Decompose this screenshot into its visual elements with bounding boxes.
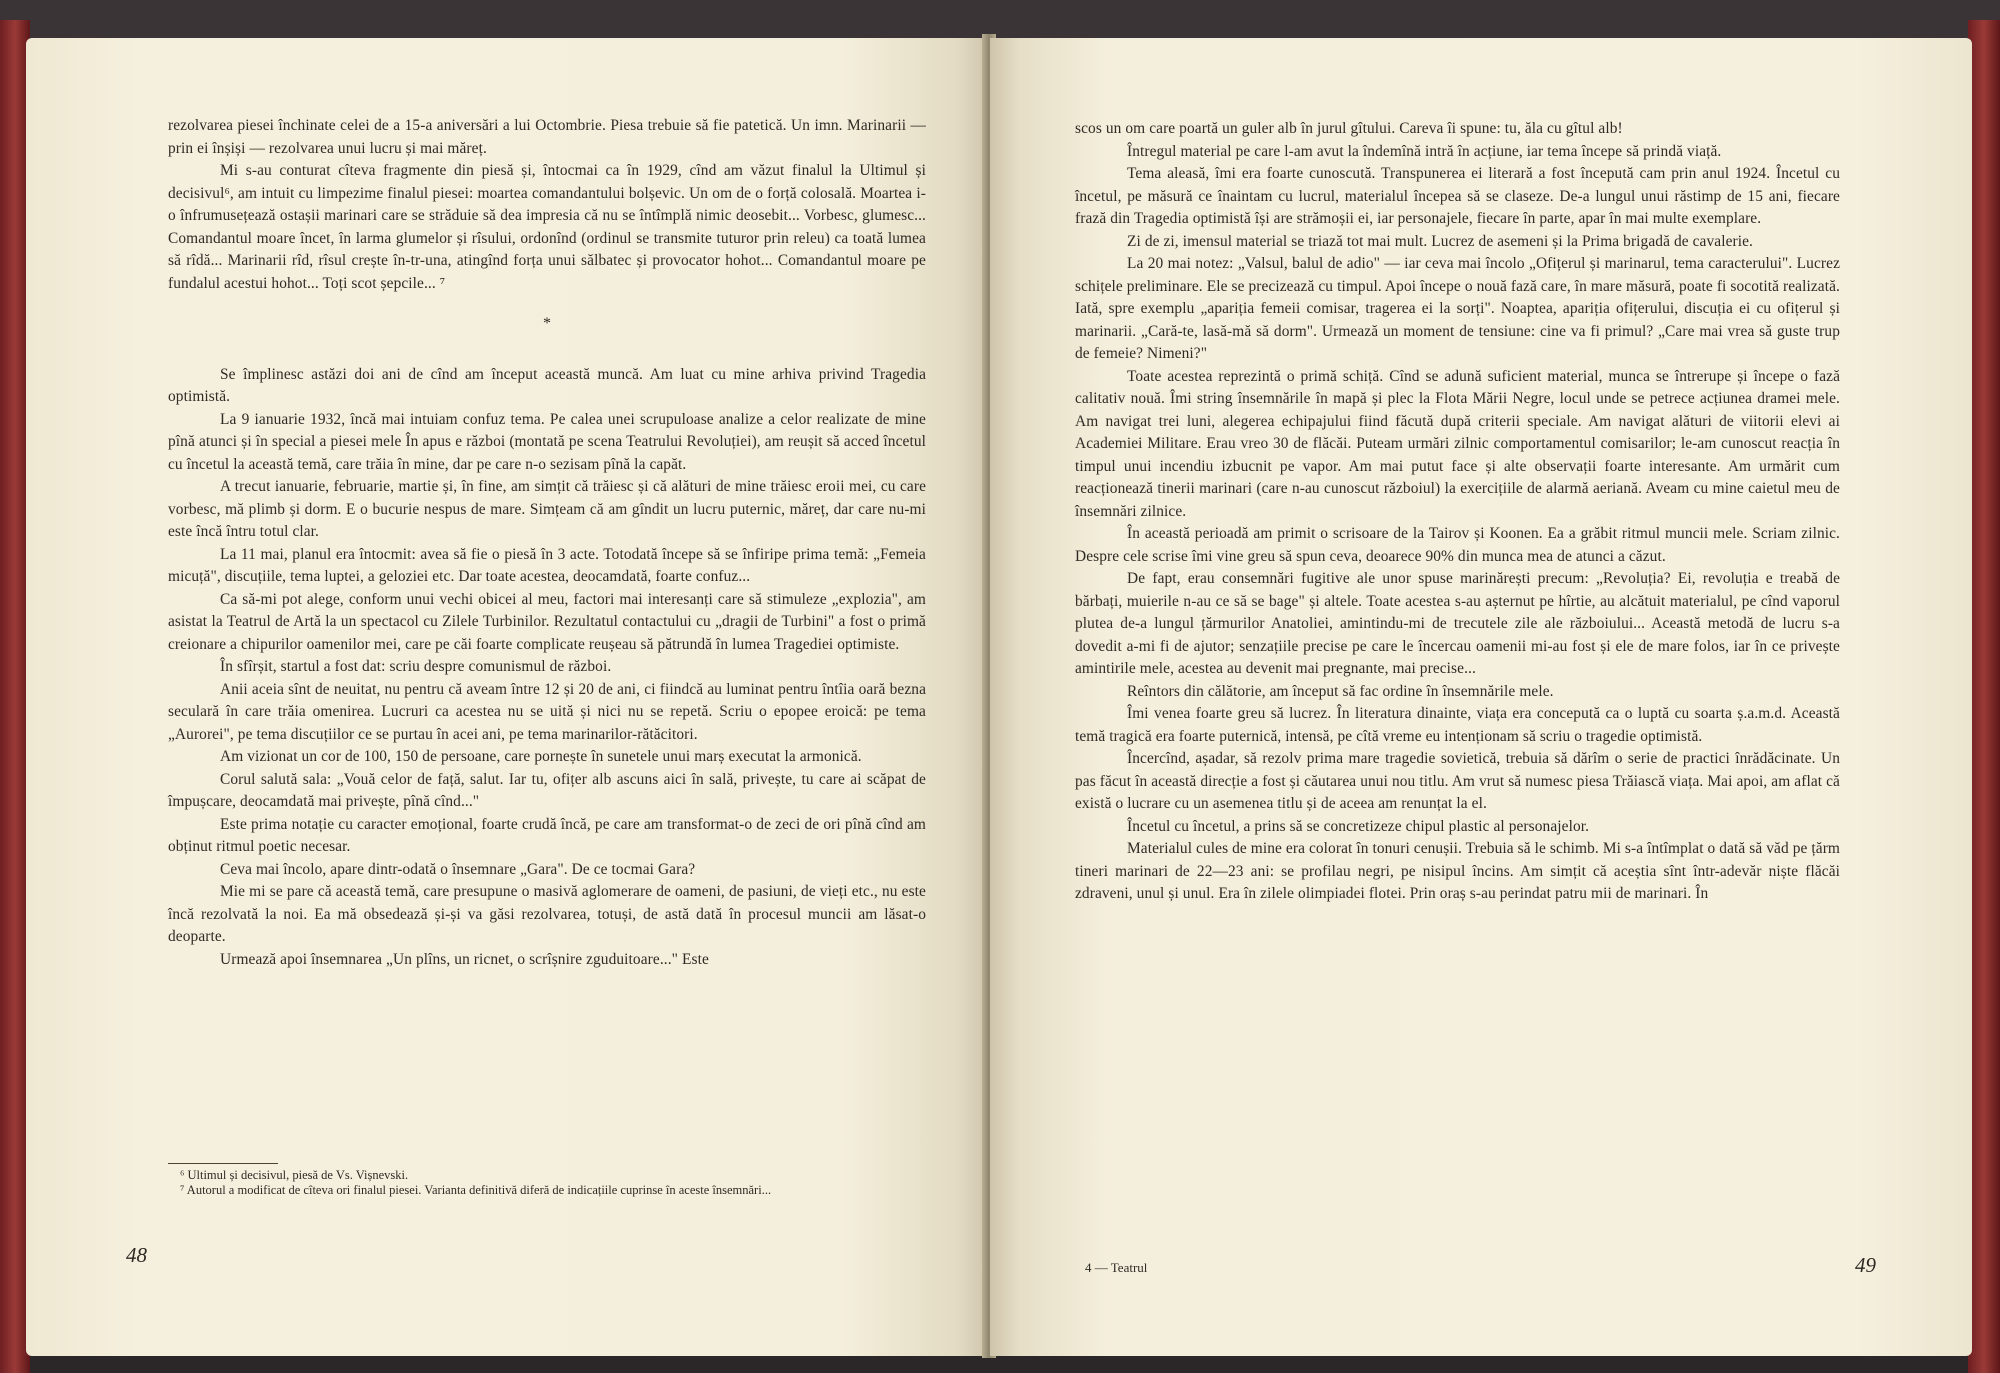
paragraph: La 20 mai notez: „Valsul, balul de adio" — iar ceva mai încolo „Ofițerul și marinarul, tema caracterului". Lucrez schițele preliminare. Ele se precizează cu timpul. Apoi începe o nouă fază care, în mare măsură, poate fi socotită realizată. Iată, spre exemplu „apariția femeii comisar, tragerea ei la sorți". Noaptea, apariția ofițerului, discuția ei cu ofițerul și marinarii. „Cară-te, lasă-mă să dorm". Urmează un moment de tensiune: cine va fi primul? „Care mai vrea să guste trup de femeie? Nimeni?": [1075, 255, 1840, 362]
page-number-left: 48: [126, 1243, 147, 1267]
paragraph: Întregul material pe care l-am avut la îndemînă intră în acțiune, iar tema începe să prindă viață.: [1127, 142, 1722, 160]
paragraph: Încercînd, așadar, să rezolv prima mare tragedie sovietică, trebuia să dărîm o serie de practici înrădăcinate. Un pas făcut în această direcție a fost și căutarea unui nou titlu. Am vrut să numesc piesa Trăiască viața. Mai apoi, am aflat că există o lucrare cu un asemenea titlu și de aceea am renunțat la el.: [1075, 750, 1840, 812]
paragraph: Anii aceia sînt de neuitat, nu pentru că aveam între 12 și 20 de ani, ci fiindcă au luminat pentru întîia oară bezna seculară în care trăia omenirea. Lucruri ca acestea nu se uită și nici nu se repetă. Scriu o epopee eroică: pe tema „Aurorei", pe tema discuțiilor ce se purtau în acei ani, pe tema marinarilor-rătăcitori.: [168, 680, 926, 743]
paragraph: Urmează apoi însemnarea „Un plîns, un ricnet, o scrîșnire zguduitoare..." Este: [220, 950, 709, 968]
paragraph: Tema aleasă, îmi era foarte cunoscută. Transpunerea ei literară a fost începută cam prin anul 1924. Încetul cu încetul, pe măsură ce înaintam cu lucrul, materialul începea să se claseze. De-a lungul unui răstimp de 15 ani, fiecare frază din Tragedia optimistă își are strămoșii ei, iar personajele, fiecare în parte, apar în mai multe exemplare.: [1075, 165, 1840, 227]
paragraph: Mie mi se pare că această temă, care presupune o masivă aglomerare de oameni, de pasiuni, de vieți etc., nu este încă rezolvată la noi. Ea mă obsedează și-și va găsi rezolvarea, totuși, de astă dată în procesul muncii am lăsat-o deoparte.: [168, 883, 926, 945]
paragraph: Se împlinesc astăzi doi ani de cînd am început această muncă. Am luat cu mine arhiva privind Tragedia optimistă.: [168, 365, 926, 405]
left-page: [26, 38, 986, 1356]
right-cover-edge: [1968, 20, 2000, 1373]
paragraph: rezolvarea piesei închinate celei de a 15-a aniversări a lui Octombrie. Piesa trebuie să fie patetică. Un imn. Marinarii — prin ei înșiși — rezolvarea unui lucru și mai măreț.: [168, 117, 926, 157]
footnotes: [168, 1168, 926, 1198]
paragraph: Ca să-mi pot alege, conform unui vechi obicei al meu, factori mai interesanți care să stimuleze „explozia", am asistat la Teatrul de Artă la un spectacol cu Zilele Turbinilor. Rezultatul contactului cu „dragii de Turbini" a fost o primă creionare a chipurilor oamenilor mei, care pe căi foarte complicate reușeau să pătrundă în lumea Tragediei optimiste.: [168, 590, 926, 653]
left-page-text: [168, 115, 926, 971]
footnote: ⁶ Ultimul și decisivul, piesă de Vs. Vișnevski.: [180, 1168, 409, 1182]
paragraph: scos un om care poartă un guler alb în jurul gîtului. Careva îi spune: tu, ăla cu gîtul alb!: [1075, 120, 1623, 137]
right-page: [990, 38, 1972, 1356]
footnote-rule: [168, 1163, 278, 1164]
section-separator: *: [542, 315, 552, 332]
paragraph: La 11 mai, planul era întocmit: avea să fie o piesă în 3 acte. Totodată începe să se înfiripe prima temă: „Femeia micuță", discuțiile, tema luptei, a geloziei etc. Dar toate acestea, deocamdată, foarte confuz...: [168, 545, 926, 585]
paragraph: Am vizionat un cor de 100, 150 de persoane, care pornește în sunetele unui marș executat la armonică.: [220, 748, 862, 765]
paragraph: Ceva mai încolo, apare dintr-odată o însemnare „Gara". De ce tocmai Gara?: [220, 860, 696, 878]
paragraph: Încetul cu încetul, a prins să se concretizeze chipul plastic al personajelor.: [1127, 817, 1590, 835]
paragraph: Materialul cules de mine era colorat în tonuri cenușii. Trebuia să le schimb. Mi s-a întîmplat o dată să văd pe țărm tineri marinari de 22—23 ani: se profilau negri, pe nisipul încins. Am simțit că aceștia sînt într-adevăr niște flăcăi zdraveni, unul și unul. Era în zilele olimpiadei flotei. Prin oraș s-au perindat patru mii de marinari. În: [1075, 840, 1840, 902]
right-page-text: [1075, 118, 1840, 906]
paragraph: A trecut ianuarie, februarie, martie și, în fine, am simțit că trăiesc și că alături de mine trăiesc eroii mei, cu care vorbesc, mă plimb și dorm. E o bucurie nespus de mare. Simțeam că am gîndit un lucru puternic, măreț, dar care nu-mi este încă întru totul clar.: [168, 478, 926, 540]
paragraph: De fapt, erau consemnări fugitive ale unor spuse marinărești precum: „Revoluția? Ei, revoluția e treabă de bărbați, muierile n-au ce să se bage" și altele. Toate acestea s-au așternut pe hîrtie, au alcătuit materialul, pe cînd vaporul plutea de-a lungul țărmurilor Anatoliei, amintindu-mi de trecutele zile ale războiului... Această metodă de lucru s-a dovedit a-mi fi de ajutor; senzațiile precise pe care le încercau oamenii mi-au fost și ele de mare folos, iar în ce privește amintirile mele, acestea au devenit mai pregnante, mai precise...: [1075, 570, 1840, 677]
left-bottom-section: [168, 364, 926, 972]
paragraph: În sfîrșit, startul a fost dat: scriu despre comunismul de război.: [220, 658, 612, 675]
paragraph: În această perioadă am primit o scrisoare de la Tairov și Koonen. Ea a grăbit ritmul muncii mele. Scriam zilnic. Despre cele scrise îmi vine greu să spun ceva, deoarece 90% din munca mea de atunci a căzut.: [1075, 525, 1840, 565]
paragraph: Zi de zi, imensul material se triază tot mai mult. Lucrez de asemeni și la Prima brigadă de cavalerie.: [1127, 232, 1754, 250]
paragraph: Mi s-au conturat cîteva fragmente din piesă și, întocmai ca în 1929, cînd am văzut finalul la Ultimul și decisivul⁶, am intuit cu limpezime finalul piesei: moartea comandantului bolșevic. Un om de o forță colosală. Moartea i-o înfrumusețează ostașii marinari care se străduie să dea impresia că nu se întîmplă nimic deosebit... Vorbesc, glumesc... Comandantul moare încet, în larma glumelor și rîsului, ordonînd (ordinul se transmite tuturor prin releu) ca toată lumea să rîdă... Marinarii rîd, rîsul crește în-tr-una, atingînd forța unui sălbatec și provocator hohot... Comandantul moare pe fundalul acestui hohot... Toți scot șepcile... ⁷: [168, 162, 926, 292]
paragraph: La 9 ianuarie 1932, încă mai intuiam confuz tema. Pe calea unei scrupuloase analize a celor realizate de mine pînă atunci și în special a piesei mele În apus e război (montată pe scena Teatrului Revoluției), am reușit să acced încetul cu încetul la această temă, care trăia în mine, dar pe care n-o sezisam pînă la capăt.: [168, 410, 926, 473]
paragraph: Reîntors din călătorie, am început să fac ordine în însemnările mele.: [1127, 682, 1554, 700]
footnote: ⁷ Autorul a modificat de cîteva ori finalul piesei. Varianta definitivă diferă de indicațiile cuprinse în aceste însemnări...: [180, 1183, 772, 1197]
paragraph: Este prima notație cu caracter emoțional, foarte crudă încă, pe care am transformat-o de zeci de ori pînă cînd am obținut ritmul poetic necesar.: [168, 815, 926, 855]
left-top-section: [168, 115, 926, 295]
paragraph: Îmi venea foarte greu să lucrez. În literatura dinainte, viața era concepută ca o luptă cu soarta ș.a.m.d. Această temă tragică era foarte puternică, intensă, pe cîtă vreme eu intenționam să scriu o tragedie optimistă.: [1075, 705, 1840, 745]
printer-signature: 4 — Teatrul: [1085, 1260, 1148, 1275]
paragraph: Corul salută sala: „Vouă celor de față, salut. Iar tu, ofițer alb ascuns aici în sală, privește, tu care ai scăpat de împușcare, deocamdată mai privește, pînă cînd...": [168, 770, 926, 810]
page-number-right: 49: [1855, 1253, 1876, 1277]
paragraph: Toate acestea reprezintă o primă schiță. Cînd se adună suficient material, munca se întrerupe și începe o fază calitativ nouă. Îmi string însemnările în mapă și plec la Flota Mării Negre, locul unde se petrece acțiunea dramei mele. Am navigat trei luni, alegerea echipajului fiind făcută după criterii speciale. Am navigat alături de viitorii elevi ai Academiei Militare. Erau vreo 30 de flăcăi. Puteam urmări zilnic comportamentul comisarilor; le-am cunoscut reacția în timpul unui incendiu izbucnit pe vapor. Am mai putut face și alte observații foarte interesante. Am urmărit cum reacționează tinerii marinari (care n-au cunoscut războiul) la exercițiile de alarmă aeriană. Aveam cu mine caietul meu de însemnări zilnice.: [1075, 367, 1840, 520]
